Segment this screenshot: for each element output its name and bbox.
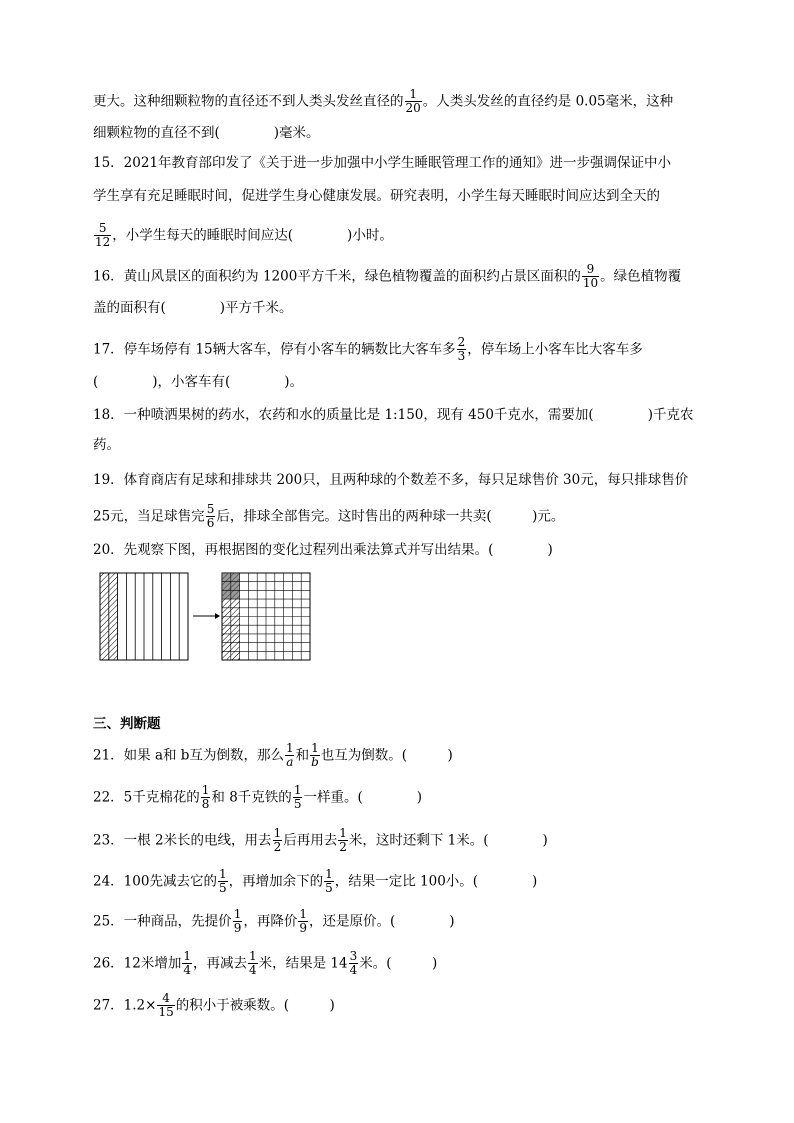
q21: 21．如果 a和 b互为倒数，那么 $\frac{1}{a}$ 和 $\frac{1}{b}$ 也互为倒数。( )	[93, 741, 453, 769]
q22: 22．5千克棉花的 $\frac{1}{8}$ 和 8千克铁的 $\frac{1}{5}$ 一样重。( )	[93, 783, 422, 811]
fraction: $\frac{5}{12}$	[95, 221, 111, 249]
fraction: $\frac{2}{3}$	[457, 335, 466, 363]
q24: 24．100先减去它的 $\frac{1}{5}$ ，再增加余下的 $\frac{1}{5}$ ，结果一定比 100小。( )	[93, 867, 538, 895]
fraction: $\frac{1}{2}$	[339, 826, 347, 854]
q23: 23．一根 2米长的电线，用去 $\frac{1}{2}$ 后再用去 $\frac{1}{2}$ 米，这时还剩下 1米。( )	[93, 826, 548, 854]
right-grid	[222, 573, 310, 660]
fraction: $\frac{1}{4}$	[183, 949, 191, 977]
q20-line1: 20．先观察下图，再根据图的变化过程列出乘法算式并写出结果。( )	[93, 542, 553, 558]
q19-line1: 19．体育商店有足球和排球共 200只，且两种球的个数差不多，每只足球售价 30元，每只排球售价	[93, 472, 689, 488]
fraction: $\frac{9}{10}$	[582, 262, 599, 290]
q17-line2: ( )，小客车有( )。	[93, 374, 304, 390]
fraction: $\frac{1}{2}$	[273, 826, 282, 854]
section-title: 三、判断题	[93, 716, 161, 732]
fraction: $\frac{1}{b}$	[311, 741, 319, 769]
q16-line2: 盖的面积有( )平方千米。	[93, 300, 293, 316]
q14-line1: 更大。这种细颗粒物的直径还不到人类头发丝直径的 $\frac{1}{20}$ 。人类头发丝的直径约是 0.05毫米，这种	[93, 87, 674, 115]
fraction: $\frac{3}{4}$	[349, 949, 358, 977]
arrow-icon	[193, 613, 220, 619]
q19-line2: 25元，当足球售完 $\frac{5}{6}$ 后，排球全部售完。这时售出的两种球一共卖( )元。	[93, 502, 565, 530]
q27: 27．1.2× $\frac{4}{15}$ 的积小于被乘数。( )	[93, 991, 335, 1019]
q18-line1: 18．一种喷洒果树的药水，农药和水的质量比是 1:150，现有 450千克水，需要加( )千克农	[93, 407, 694, 423]
fraction-figure	[99, 572, 313, 662]
q15-line1: 15．2021年教育部印发了《关于进一步加强中小学生睡眠管理工作的通知》进一步强调保证中小	[93, 155, 672, 171]
q26: 26．12米增加 $\frac{1}{4}$ ，再减去 $\frac{1}{4}$ 米，结果是 14 $\frac{3}{4}$ 米。( )	[93, 949, 438, 977]
q16-line1: 16．黄山风景区的面积约为 1200平方千米，绿色植物覆盖的面积约占景区面积的 $\frac{9}{10}$ 。绿色植物覆	[93, 262, 682, 290]
fraction: $\frac{1}{5}$	[293, 783, 302, 811]
q15-line2: 学生享有充足睡眠时间，促进学生身心健康发展。研究表明，小学生每天睡眠时间应达到全天的	[93, 188, 660, 204]
fraction: $\frac{1}{9}$	[233, 907, 242, 935]
fraction: $\frac{1}{5}$	[218, 867, 227, 895]
fraction: $\frac{1}{a}$	[285, 741, 294, 769]
q25: 25．一种商品，先提价 $\frac{1}{9}$ ，再降价 $\frac{1}{9}$ ，还是原价。( )	[93, 907, 455, 935]
fraction: $\frac{1}{20}$	[405, 87, 421, 115]
fraction: $\frac{1}{9}$	[299, 907, 307, 935]
fraction: $\frac{1}{4}$	[249, 949, 257, 977]
q18-line2: 药。	[93, 437, 120, 453]
fraction: $\frac{1}{5}$	[325, 867, 333, 895]
q17-line1: 17．停车场停有 15辆大客车，停有小客车的辆数比大客车多 $\frac{2}{3}$ ，停车场上小客车比大客车多	[93, 335, 643, 363]
fraction: $\frac{4}{15}$	[158, 991, 174, 1019]
left-rectangle	[100, 573, 188, 660]
fraction: $\frac{1}{8}$	[201, 783, 210, 811]
fraction: $\frac{5}{6}$	[206, 502, 215, 530]
q14-line2: 细颗粒物的直径不到( )毫米。	[93, 125, 320, 141]
q15-line3: $\frac{5}{12}$ ，小学生每天的睡眠时间应达( )小时。	[95, 221, 393, 249]
